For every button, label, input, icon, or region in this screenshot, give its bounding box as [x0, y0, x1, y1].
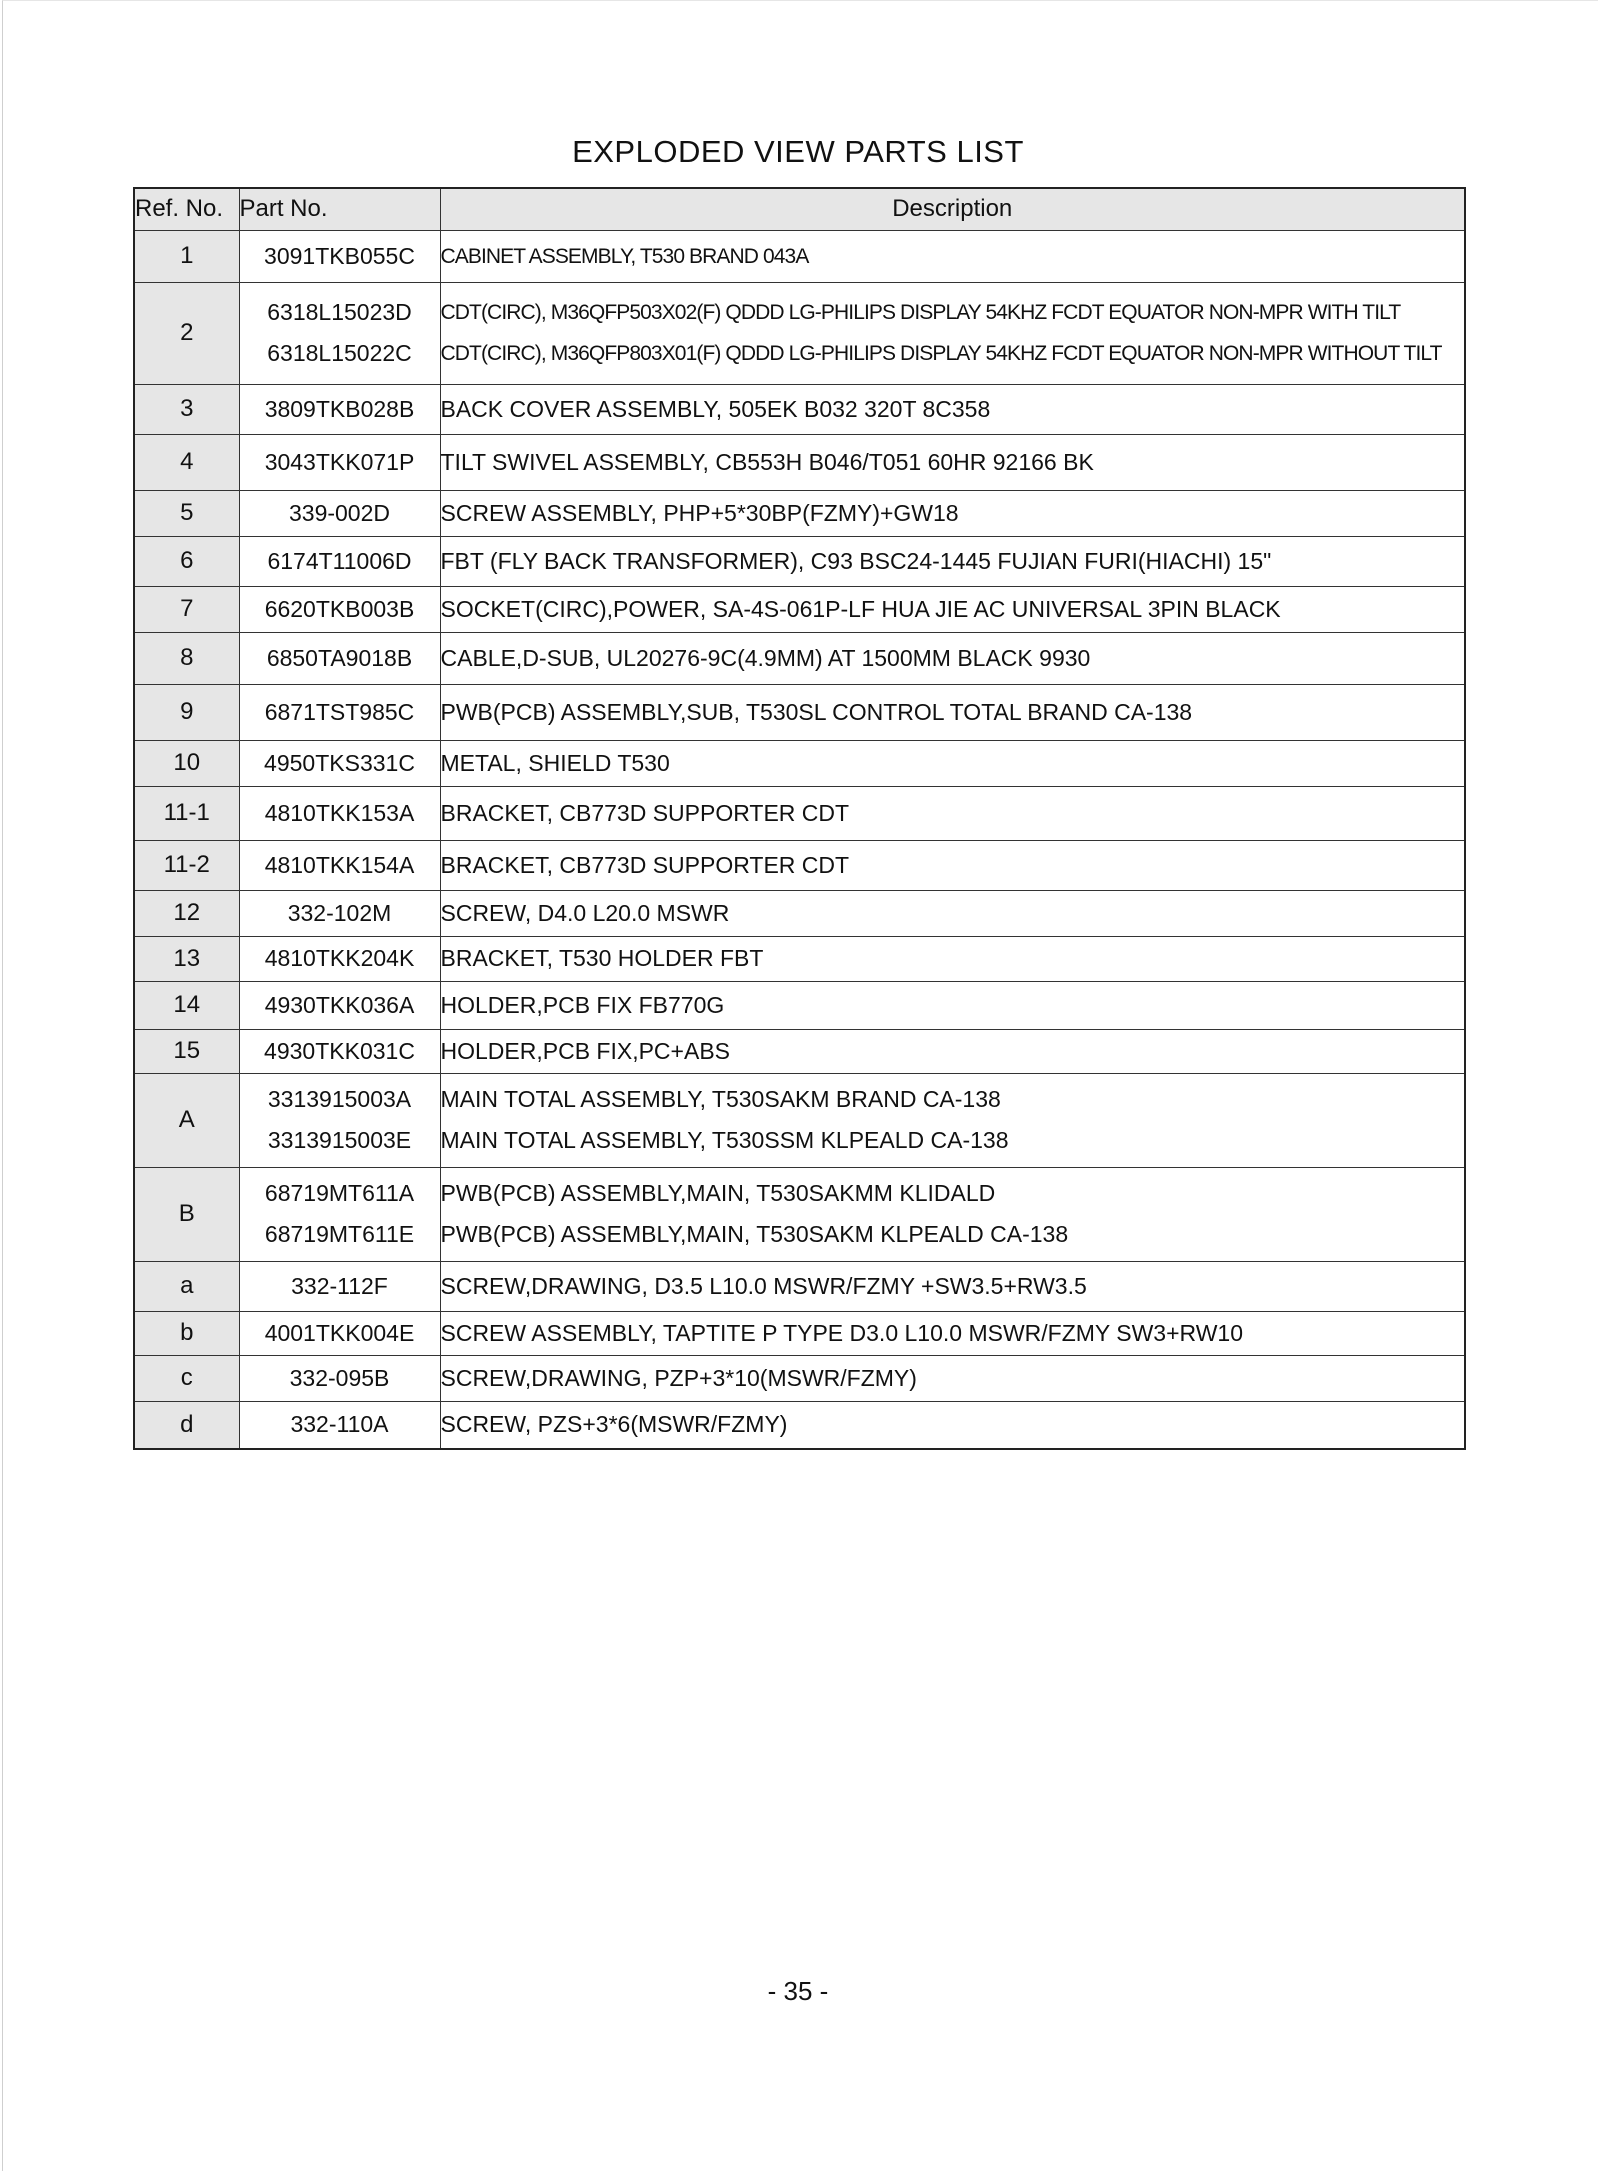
- description-cell: [440, 490, 1465, 536]
- ref-no-cell: B: [134, 1167, 239, 1261]
- part-no-cell: [239, 282, 440, 384]
- description-text: SOCKET(CIRC),POWER, SA-4S-061P-LF HUA JIE AC UNIVERSAL 3PIN BLACK: [440, 595, 1281, 622]
- description-cell: [440, 632, 1465, 684]
- ref-no-cell: 9: [134, 684, 239, 740]
- description-text: TILT SWIVEL ASSEMBLY, CB553H B046/T051 60HR 92166 BK: [440, 448, 1094, 475]
- description-cell: [440, 981, 1465, 1029]
- ref-no-cell: b: [134, 1311, 239, 1355]
- description-cell: [440, 840, 1465, 890]
- description-cell: [440, 384, 1465, 434]
- part-no-cell: [239, 384, 440, 434]
- description-text: CDT(CIRC), M36QFP503X02(F) QDDD LG-PHILIPS DISPLAY 54KHZ FCDT EQUATOR NON-MPR WITH TILT: [440, 301, 1401, 324]
- description-text: SCREW ASSEMBLY, TAPTITE P TYPE D3.0 L10.0 MSWR/FZMY SW3+RW10: [440, 1319, 1243, 1346]
- header-description: Description: [440, 188, 1465, 230]
- table-header-row: [134, 188, 1465, 230]
- part-number: 6620TKB003B: [264, 595, 415, 622]
- table-row: [134, 536, 1465, 586]
- ref-no-cell: 12: [134, 890, 239, 936]
- description-cell: [440, 282, 1465, 384]
- part-no-cell: [239, 890, 440, 936]
- description-cell: [440, 1261, 1465, 1311]
- description-text: BRACKET, CB773D SUPPORTER CDT: [440, 851, 850, 878]
- part-no-cell: [239, 230, 440, 282]
- description-cell: [440, 536, 1465, 586]
- description-cell: [440, 684, 1465, 740]
- description-text: MAIN TOTAL ASSEMBLY, T530SAKM BRAND CA-138: [440, 1086, 1001, 1112]
- part-no-cell: [239, 1029, 440, 1073]
- part-number: 332-110A: [290, 1411, 389, 1438]
- description-cell: [440, 1073, 1465, 1167]
- part-number: 68719MT611E: [264, 1221, 415, 1247]
- description-cell: [440, 230, 1465, 282]
- table-row: [134, 1355, 1465, 1401]
- table-row: [134, 230, 1465, 282]
- part-no-cell: [239, 936, 440, 981]
- ref-no-cell: 13: [134, 936, 239, 981]
- description-text: HOLDER,PCB FIX FB770G: [440, 991, 725, 1018]
- part-number: 339-002D: [288, 499, 391, 526]
- table-row: [134, 981, 1465, 1029]
- table-row: [134, 1261, 1465, 1311]
- table-row: [134, 1311, 1465, 1355]
- part-number: 332-095B: [289, 1364, 390, 1391]
- description-cell: [440, 434, 1465, 490]
- table-row: [134, 1401, 1465, 1449]
- page-title: EXPLODED VIEW PARTS LIST: [572, 134, 1024, 169]
- table-row: [134, 786, 1465, 840]
- description-text: METAL, SHIELD T530: [440, 749, 670, 776]
- page-number: - 35 -: [767, 1976, 829, 2006]
- description-text: PWB(PCB) ASSEMBLY,SUB, T530SL CONTROL TOTAL BRAND CA-138: [440, 698, 1193, 725]
- description-text: HOLDER,PCB FIX,PC+ABS: [440, 1037, 730, 1064]
- part-number: 4930TKK036A: [264, 991, 415, 1018]
- table-row: [134, 282, 1465, 384]
- table-row: [134, 1029, 1465, 1073]
- ref-no-cell: A: [134, 1073, 239, 1167]
- description-text: BACK COVER ASSEMBLY, 505EK B032 320T 8C358: [440, 395, 991, 422]
- description-cell: [440, 1401, 1465, 1449]
- parts-table-body: [134, 230, 1465, 1449]
- description-cell: [440, 1355, 1465, 1401]
- part-no-cell: [239, 1167, 440, 1261]
- description-cell: [440, 936, 1465, 981]
- part-number: 4930TKK031C: [264, 1037, 415, 1064]
- ref-no-cell: 10: [134, 740, 239, 786]
- ref-no-cell: 11-1: [134, 786, 239, 840]
- table-row: [134, 936, 1465, 981]
- description-text: FBT (FLY BACK TRANSFORMER), C93 BSC24-1445 FUJIAN FURI(HIACHI) 15": [440, 547, 1272, 574]
- part-no-cell: [239, 490, 440, 536]
- table-row: [134, 840, 1465, 890]
- description-cell: [440, 586, 1465, 632]
- part-number: 3313915003E: [267, 1127, 412, 1153]
- part-number: 6174T11006D: [267, 547, 412, 574]
- part-no-cell: [239, 1073, 440, 1167]
- table-row: [134, 632, 1465, 684]
- description-text: PWB(PCB) ASSEMBLY,MAIN, T530SAKM KLPEALD CA-138: [440, 1221, 1069, 1247]
- part-number: 4950TKS331C: [264, 749, 415, 776]
- ref-no-cell: d: [134, 1401, 239, 1449]
- description-text: SCREW ASSEMBLY, PHP+5*30BP(FZMY)+GW18: [440, 499, 959, 526]
- part-no-cell: [239, 684, 440, 740]
- description-text: SCREW,DRAWING, D3.5 L10.0 MSWR/FZMY +SW3.5+RW3.5: [440, 1272, 1087, 1299]
- part-no-cell: [239, 586, 440, 632]
- description-text: CDT(CIRC), M36QFP803X01(F) QDDD LG-PHILIPS DISPLAY 54KHZ FCDT EQUATOR NON-MPR WITHOUT TILT: [440, 342, 1442, 365]
- part-number: 6318L15023D: [267, 299, 412, 325]
- table-row: [134, 586, 1465, 632]
- ref-no-cell: 3: [134, 384, 239, 434]
- part-number: 6318L15022C: [267, 340, 412, 366]
- table-row: [134, 890, 1465, 936]
- part-no-cell: [239, 1261, 440, 1311]
- part-no-cell: [239, 1401, 440, 1449]
- table-row: [134, 1167, 1465, 1261]
- description-text: PWB(PCB) ASSEMBLY,MAIN, T530SAKMM KLIDALD: [440, 1180, 996, 1206]
- parts-table: [133, 187, 1466, 1450]
- ref-no-cell: a: [134, 1261, 239, 1311]
- part-no-cell: [239, 740, 440, 786]
- description-text: SCREW, PZS+3*6(MSWR/FZMY): [440, 1411, 788, 1438]
- description-text: BRACKET, CB773D SUPPORTER CDT: [440, 799, 850, 826]
- part-number: 4810TKK154A: [264, 851, 415, 878]
- ref-no-cell: 1: [134, 230, 239, 282]
- description-text: SCREW, D4.0 L20.0 MSWR: [440, 899, 730, 926]
- ref-no-cell: 2: [134, 282, 239, 384]
- ref-no-cell: c: [134, 1355, 239, 1401]
- table-row: [134, 490, 1465, 536]
- table-row: [134, 684, 1465, 740]
- part-number: 4001TKK004E: [264, 1319, 415, 1346]
- part-number: 4810TKK153A: [264, 799, 415, 826]
- description-text: SCREW,DRAWING, PZP+3*10(MSWR/FZMY): [440, 1364, 917, 1391]
- ref-no-cell: 5: [134, 490, 239, 536]
- part-number: 6871TST985C: [264, 698, 415, 725]
- part-no-cell: [239, 1355, 440, 1401]
- part-number: 6850TA9018B: [266, 644, 413, 671]
- part-no-cell: [239, 632, 440, 684]
- part-number: 3313915003A: [267, 1086, 412, 1112]
- table-row: [134, 1073, 1465, 1167]
- description-text: MAIN TOTAL ASSEMBLY, T530SSM KLPEALD CA-138: [440, 1127, 1009, 1153]
- part-number: 332-102M: [287, 899, 392, 926]
- description-cell: [440, 786, 1465, 840]
- description-cell: [440, 1167, 1465, 1261]
- part-number: 68719MT611A: [264, 1180, 415, 1206]
- description-cell: [440, 740, 1465, 786]
- part-no-cell: [239, 786, 440, 840]
- ref-no-cell: 4: [134, 434, 239, 490]
- part-number: 332-112F: [291, 1272, 388, 1299]
- table-row: [134, 384, 1465, 434]
- ref-no-cell: 6: [134, 536, 239, 586]
- part-no-cell: [239, 840, 440, 890]
- table-row: [134, 740, 1465, 786]
- description-cell: [440, 1029, 1465, 1073]
- part-number: 3043TKK071P: [264, 448, 415, 475]
- ref-no-cell: 14: [134, 981, 239, 1029]
- header-part-no: Part No.: [239, 188, 440, 230]
- description-text: CABLE,D-SUB, UL20276-9C(4.9MM) AT 1500MM BLACK 9930: [440, 644, 1091, 671]
- description-cell: [440, 890, 1465, 936]
- page: [2, 0, 1598, 2171]
- ref-no-cell: 7: [134, 586, 239, 632]
- description-text: BRACKET, T530 HOLDER FBT: [440, 945, 764, 971]
- part-no-cell: [239, 981, 440, 1029]
- part-no-cell: [239, 536, 440, 586]
- part-number: 3091TKB055C: [264, 242, 415, 269]
- header-ref-no: Ref. No.: [134, 188, 239, 230]
- part-no-cell: [239, 1311, 440, 1355]
- part-number: 4810TKK204K: [264, 945, 415, 971]
- part-no-cell: [239, 434, 440, 490]
- part-number: 3809TKB028B: [264, 395, 415, 422]
- description-text: CABINET ASSEMBLY, T530 BRAND 043A: [440, 244, 809, 268]
- ref-no-cell: 8: [134, 632, 239, 684]
- description-cell: [440, 1311, 1465, 1355]
- ref-no-cell: 15: [134, 1029, 239, 1073]
- ref-no-cell: 11-2: [134, 840, 239, 890]
- table-row: [134, 434, 1465, 490]
